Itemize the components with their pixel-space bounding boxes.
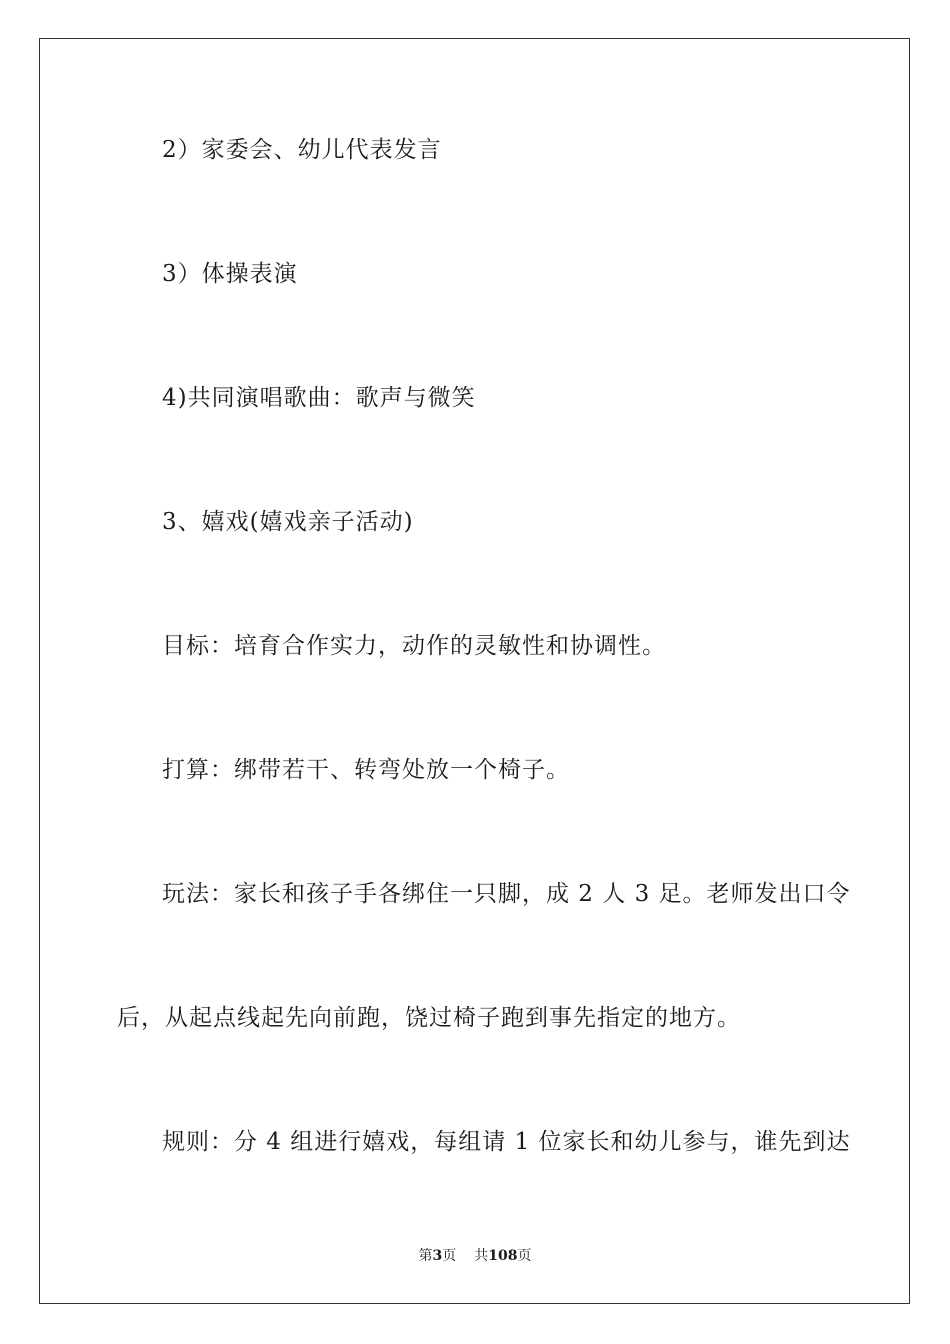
page-footer bbox=[0, 1246, 950, 1266]
line-gymnastics: 3）体操表演 bbox=[162, 261, 298, 287]
line-preparation: 打算：绑带若干、转弯处放一个椅子。 bbox=[162, 757, 570, 783]
line-speech: 2）家委会、幼儿代表发言 bbox=[162, 137, 442, 163]
footer-total-number: 108 bbox=[488, 1248, 518, 1264]
footer-total-suffix: 页 bbox=[517, 1248, 532, 1264]
line-song: 4)共同演唱歌曲：歌声与微笑 bbox=[162, 385, 476, 411]
footer-page-suffix: 页 bbox=[442, 1248, 457, 1264]
footer-page-prefix: 第 bbox=[418, 1248, 433, 1264]
line-rules: 规则：分 4 组进行嬉戏，每组请 1 位家长和幼儿参与，谁先到达 bbox=[162, 1129, 851, 1155]
line-goal: 目标：培育合作实力，动作的灵敏性和协调性。 bbox=[162, 633, 666, 659]
line-game-heading: 3、嬉戏(嬉戏亲子活动) bbox=[162, 509, 414, 535]
footer-page-number: 3 bbox=[432, 1248, 443, 1264]
page-border bbox=[39, 38, 910, 1304]
footer-total-prefix: 共 bbox=[474, 1248, 489, 1264]
line-rules-play-1: 玩法：家长和孩子手各绑住一只脚，成 2 人 3 足。老师发出口令 bbox=[162, 881, 851, 907]
line-rules-play-2: 后，从起点线起先向前跑，饶过椅子跑到事先指定的地方。 bbox=[117, 1005, 741, 1031]
